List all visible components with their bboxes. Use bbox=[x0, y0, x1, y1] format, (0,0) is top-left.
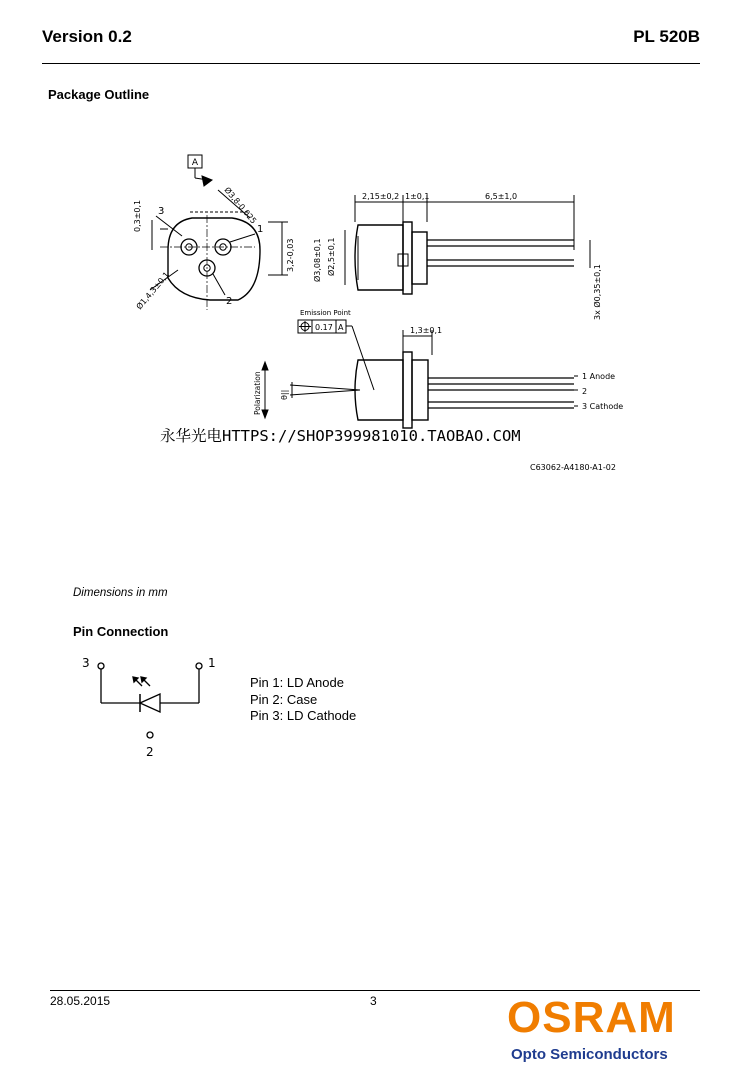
lower-cap-outline bbox=[355, 360, 403, 420]
watermark-text: 永华光电HTTPS://SHOP399981010.TAOBAO.COM bbox=[160, 427, 521, 445]
version-label: Version 0.2 bbox=[42, 27, 132, 46]
pin-number-3: 3 bbox=[158, 206, 165, 217]
emission-point-label: Emission Point bbox=[300, 309, 351, 317]
terminal-label-3: 3 bbox=[82, 656, 90, 670]
emission-tolerance: 0.17 bbox=[315, 323, 333, 332]
side-dimension-3: Ø2,5±0,1 bbox=[327, 237, 336, 276]
top-dimension-0: 2,15±0,2 bbox=[362, 192, 400, 201]
polarization-label: Polarization bbox=[253, 371, 262, 415]
terminal-3 bbox=[98, 663, 104, 669]
osram-logo: OSRAM bbox=[507, 993, 676, 1042]
pin-list bbox=[250, 675, 356, 725]
terminal-2 bbox=[147, 732, 153, 738]
datum-arrow bbox=[202, 176, 212, 186]
lead-label-1: 1 Anode bbox=[582, 372, 616, 381]
pin-1-description: Pin 1: LD Anode bbox=[250, 675, 344, 690]
diode-triangle bbox=[140, 694, 160, 712]
pin-2-description: Pin 2: Case bbox=[250, 691, 318, 707]
package-outline-title: Package Outline bbox=[48, 87, 150, 102]
top-view-outline bbox=[168, 218, 260, 300]
beam-line-2 bbox=[290, 390, 360, 395]
emission-datum: A bbox=[338, 323, 344, 332]
pin-number-2: 2 bbox=[226, 296, 233, 307]
lead-label-3: 3 Cathode bbox=[582, 402, 624, 411]
round-dimension-0: Ø3,8-0,025 bbox=[222, 185, 259, 226]
pin-3-description: Pin 3: LD Cathode bbox=[250, 708, 357, 723]
datum-label: A bbox=[191, 158, 199, 168]
lower-flange bbox=[403, 352, 412, 428]
top-dimension-1: 1±0,1 bbox=[405, 192, 430, 201]
header-base bbox=[412, 232, 427, 284]
pin-number-1: 1 bbox=[257, 224, 264, 235]
beam-line-1 bbox=[290, 385, 360, 390]
footer-rule bbox=[50, 990, 700, 991]
side-dimension-1: 3,2-0,03 bbox=[286, 238, 295, 272]
header-rule bbox=[42, 63, 700, 64]
footer-date: 28.05.2015 bbox=[50, 994, 111, 1008]
pin-1-leader bbox=[230, 234, 255, 242]
terminal-label-2: 2 bbox=[146, 745, 154, 759]
side-dimension-4: 3x Ø0,35±0,1 bbox=[593, 264, 602, 320]
dimensions-note: Dimensions in mm bbox=[73, 587, 168, 599]
terminal-1 bbox=[196, 663, 202, 669]
side-dimension-2: Ø3,08±0,1 bbox=[313, 238, 322, 282]
terminal-label-1: 1 bbox=[208, 656, 216, 670]
pin-3-leader bbox=[156, 216, 182, 236]
lower-dimension: 1,3±0,1 bbox=[410, 326, 443, 335]
pin-2-leader bbox=[213, 274, 225, 295]
drawing-code: C63062-A4180-A1-02 bbox=[530, 463, 616, 472]
polarization-arrowhead-top bbox=[262, 362, 268, 370]
osram-tagline: Opto Semiconductors bbox=[511, 1046, 668, 1063]
part-number: PL 520B bbox=[633, 27, 700, 46]
angle-label: θ|| bbox=[280, 389, 289, 400]
lead-label-2: 2 bbox=[582, 387, 588, 396]
lower-header bbox=[412, 360, 428, 420]
top-dimension-2: 6,5±1,0 bbox=[485, 192, 518, 201]
page-number: 3 bbox=[370, 994, 377, 1008]
round-dimension-1: Ø1,4,3±0,1 bbox=[134, 270, 172, 312]
cap-outline bbox=[355, 225, 403, 290]
side-dimension-0: 0,3±0,1 bbox=[133, 199, 142, 232]
pin-connection-title: Pin Connection bbox=[73, 624, 169, 639]
pin-connection-schematic bbox=[80, 652, 240, 767]
polarization-arrowhead-bottom bbox=[262, 410, 268, 418]
